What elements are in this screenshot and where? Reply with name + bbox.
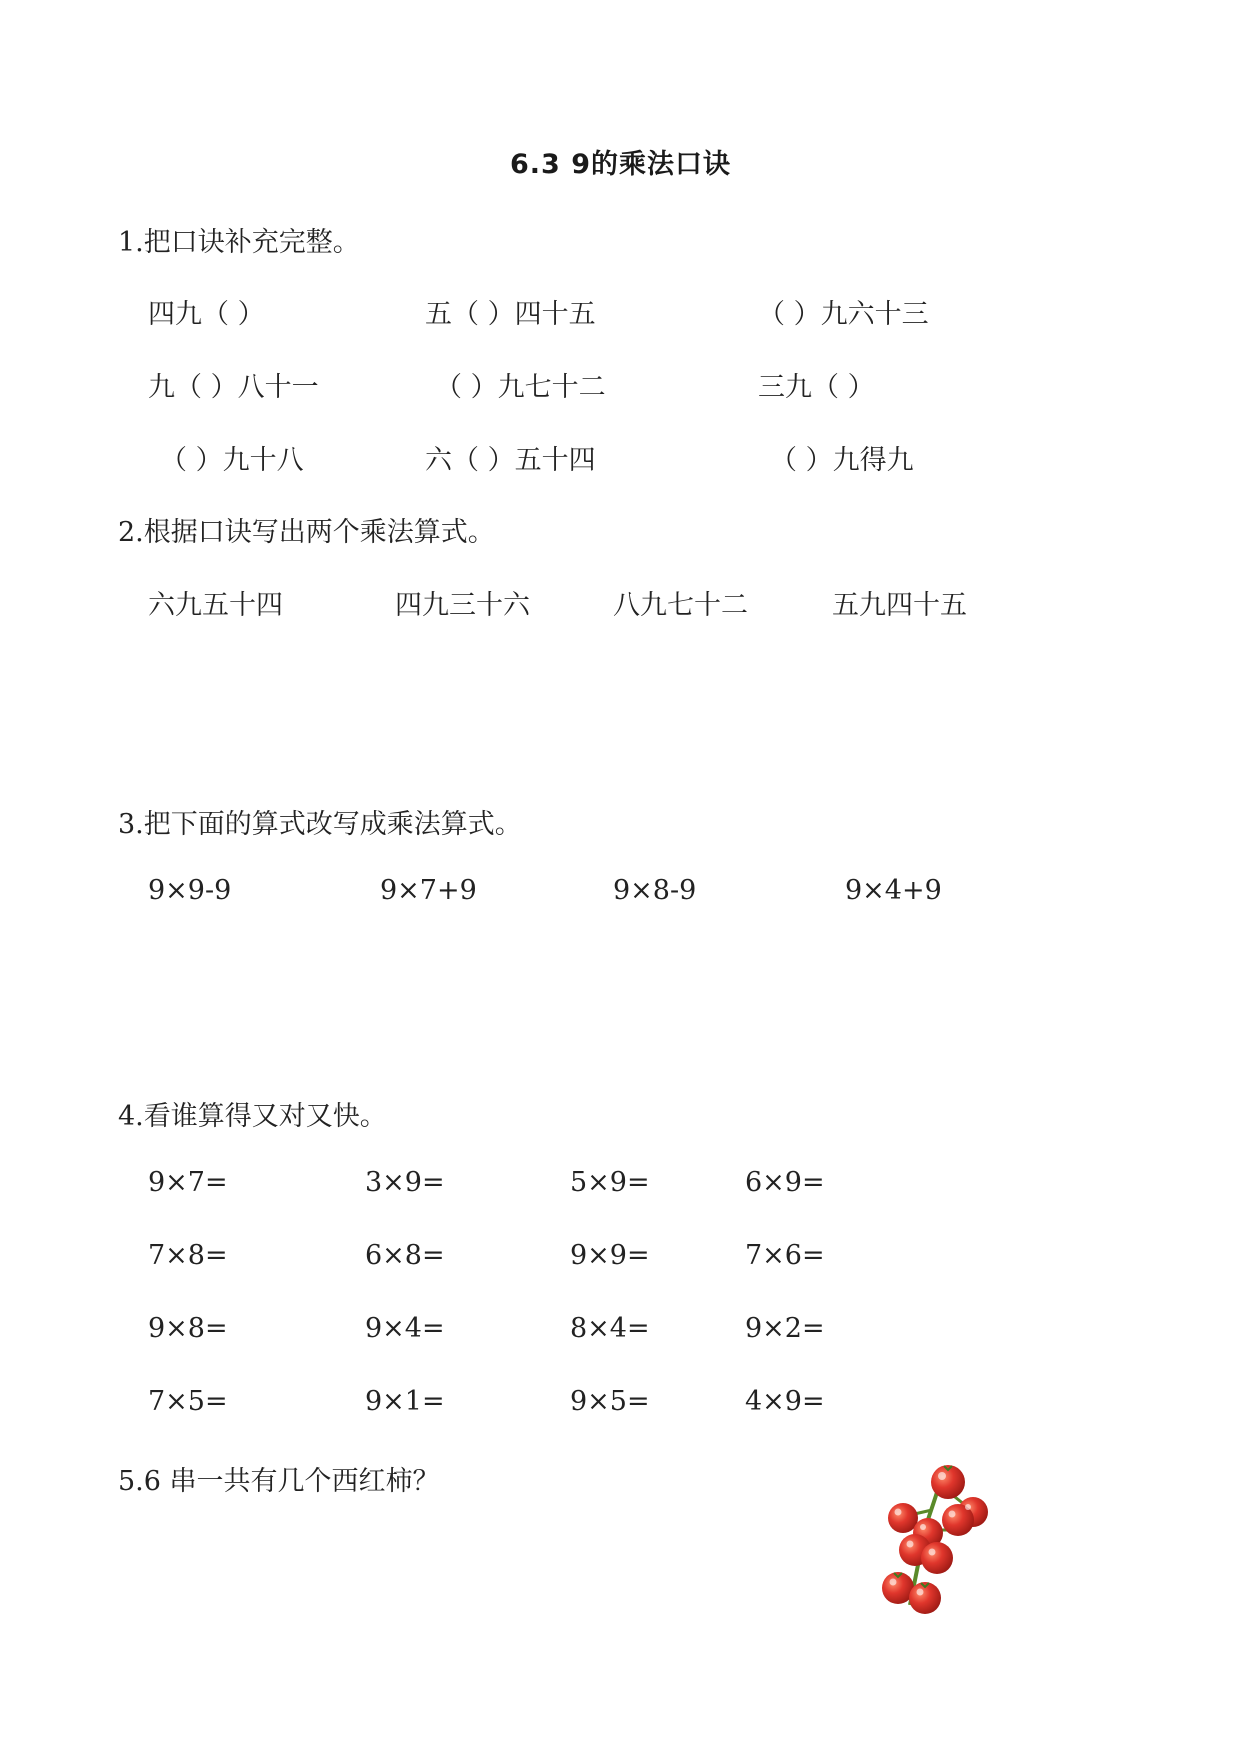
q4-item: 8×4= [570,1313,650,1344]
q4-item: 9×9= [570,1240,650,1271]
q4-item: 4×9= [745,1386,825,1417]
q4-item: 9×1= [365,1386,445,1417]
q4-item: 7×5= [148,1386,228,1417]
q2-item: 五九四十五 [832,590,967,621]
q4-item: 5×9= [570,1167,650,1198]
q1-cell: （ ）九得九 [770,445,914,476]
question-5-prompt: 5.6 串一共有几个西红柿？ [118,1466,440,1497]
q3-item: 9×4+9 [845,875,942,906]
q4-item: 7×6= [745,1240,825,1271]
q2-item: 四九三十六 [395,590,530,621]
q1-cell: （ ）九十八 [160,445,304,476]
q4-item: 9×8= [148,1313,228,1344]
q3-item: 9×8-9 [613,875,697,906]
q4-item: 9×7= [148,1167,228,1198]
q4-item: 3×9= [365,1167,445,1198]
q2-item: 六九五十四 [148,590,283,621]
cherry-tomato-bunch-icon [870,1460,1000,1620]
q4-item: 6×8= [365,1240,445,1271]
q2-item: 八九七十二 [613,590,748,621]
q1-cell: 五（ ）四十五 [425,299,596,330]
q1-cell: （ ）九七十二 [435,372,606,403]
question-2-prompt: 2.根据口诀写出两个乘法算式。 [118,517,495,548]
q4-item: 9×4= [365,1313,445,1344]
q4-item: 6×9= [745,1167,825,1198]
q4-item: 7×8= [148,1240,228,1271]
q1-cell: 九（ ）八十一 [148,372,319,403]
q3-item: 9×9-9 [148,875,232,906]
q4-item: 9×5= [570,1386,650,1417]
q3-item: 9×7+9 [380,875,477,906]
q1-cell: 六（ ）五十四 [425,445,596,476]
q4-item: 9×2= [745,1313,825,1344]
q1-cell: 三九（ ） [758,372,875,403]
q1-cell: （ ）九六十三 [758,299,929,330]
question-1-prompt: 1.把口诀补充完整。 [118,227,360,258]
q1-cell: 四九（ ） [148,299,265,330]
question-3-prompt: 3.把下面的算式改写成乘法算式。 [118,809,522,840]
page-title: 6.3 9的乘法口诀 [509,149,732,180]
question-4-prompt: 4.看谁算得又对又快。 [118,1101,387,1132]
